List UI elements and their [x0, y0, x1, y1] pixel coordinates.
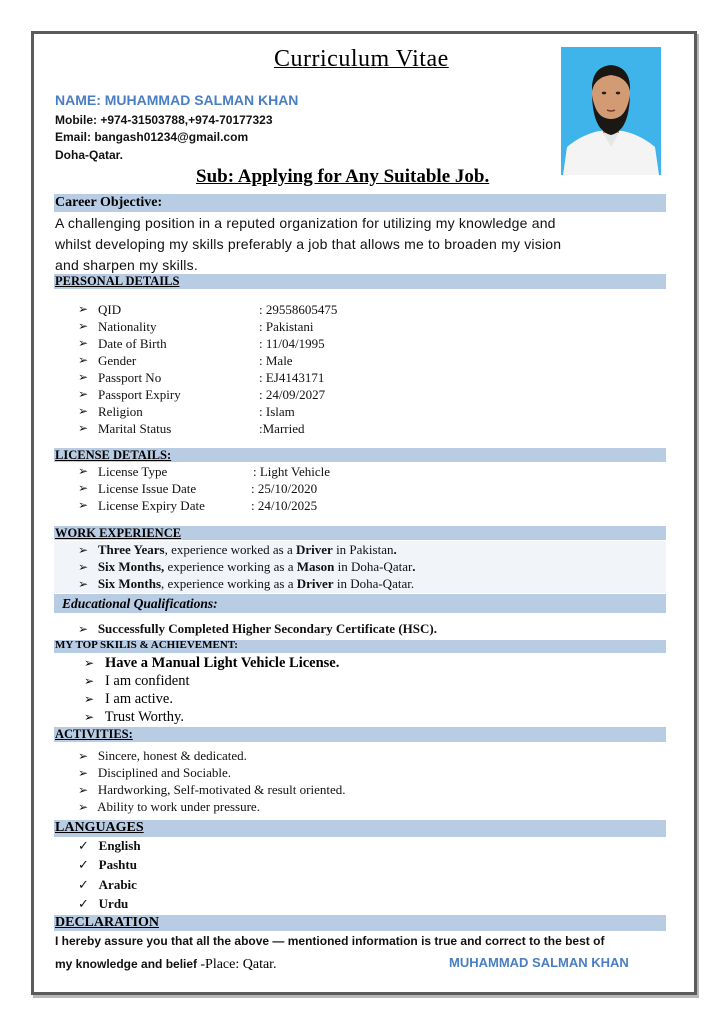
arrow-bullet-icon: ➢: [84, 656, 95, 670]
personal-label: Passport Expiry: [98, 387, 181, 402]
declaration-heading: DECLARATION: [55, 915, 159, 930]
declaration-place: -Place: Qatar.: [200, 957, 277, 972]
cv-page: [31, 31, 697, 995]
work-item: [78, 542, 397, 558]
skills-item: [84, 655, 339, 672]
language-item: [78, 877, 137, 893]
education-heading: Educational Qualifications:: [62, 596, 218, 611]
profile-photo-image: [561, 47, 661, 175]
language-text: English: [98, 838, 141, 853]
checkmark-icon: ✓: [78, 877, 89, 892]
personal-label: Gender: [98, 353, 137, 368]
career-line: and sharpen my skills.: [55, 257, 198, 273]
arrow-bullet-icon: ➢: [78, 498, 89, 512]
education-item: [78, 621, 437, 637]
work-place: in Doha-Qatar.: [333, 576, 415, 591]
license-label: License Type: [98, 464, 168, 479]
work-duration: Three Years: [97, 542, 165, 557]
license-value: : 24/10/2025: [251, 498, 318, 513]
arrow-bullet-icon: ➢: [78, 543, 89, 557]
declaration-line2: [55, 955, 277, 973]
personal-row: [34, 370, 634, 387]
arrow-bullet-icon: ➢: [78, 387, 89, 401]
personal-heading: PERSONAL DETAILS: [55, 274, 180, 288]
activities-heading: ACTIVITIES:: [55, 727, 133, 741]
arrow-bullet-icon: ➢: [78, 370, 89, 384]
checkmark-icon: ✓: [78, 838, 89, 853]
language-text: Pashtu: [98, 857, 137, 872]
language-text: Arabic: [98, 877, 137, 892]
work-heading: WORK EXPERIENCE: [55, 526, 182, 540]
personal-label: Nationality: [98, 319, 157, 334]
mobile-numbers: Mobile: +974-31503788,+974-70177323: [55, 113, 273, 127]
skills-item: [84, 691, 173, 708]
arrow-bullet-icon: ➢: [78, 319, 89, 333]
languages-heading: LANGUAGES: [55, 820, 144, 835]
personal-label: Passport No: [98, 370, 162, 385]
personal-row: [34, 404, 634, 421]
language-item: [78, 896, 128, 912]
candidate-name: NAME: MUHAMMAD SALMAN KHAN: [55, 92, 299, 108]
personal-label: Date of Birth: [98, 336, 167, 351]
skills-text: Have a Manual Light Vehicle License.: [104, 655, 340, 671]
document-title: Curriculum Vitae: [274, 46, 449, 72]
arrow-bullet-icon: ➢: [78, 560, 89, 574]
arrow-bullet-icon: ➢: [78, 336, 89, 350]
license-row: [34, 498, 634, 515]
career-line: A challenging position in a reputed organization for utilizing my knowledge and: [55, 215, 556, 231]
career-line: whilst developing my skills preferably a job that allows me to broaden my vision: [55, 236, 562, 252]
personal-row: [34, 387, 634, 404]
arrow-bullet-icon: ➢: [78, 749, 89, 763]
license-heading: LICENSE DETAILS:: [55, 448, 172, 462]
personal-value: : Pakistani: [259, 319, 314, 334]
location: Doha-Qatar.: [55, 148, 124, 162]
personal-row: [34, 302, 634, 319]
work-place: in Pakistan: [332, 542, 394, 557]
activity-item: [78, 782, 345, 798]
work-role: Driver: [296, 576, 334, 591]
declaration-text: my knowledge and belief: [55, 957, 201, 971]
arrow-bullet-icon: ➢: [78, 464, 89, 478]
arrow-bullet-icon: ➢: [78, 800, 89, 814]
personal-value: : 11/04/1995: [259, 336, 325, 351]
work-end: .: [412, 559, 416, 574]
skills-heading: MY TOP SKILIS & ACHIEVEMENT:: [55, 639, 238, 651]
license-value: : 25/10/2020: [251, 481, 318, 496]
personal-value: : 29558605475: [259, 302, 338, 317]
subject-line: Sub: Applying for Any Suitable Job.: [196, 166, 490, 187]
checkmark-icon: ✓: [78, 896, 89, 911]
license-label: License Expiry Date: [98, 498, 205, 513]
signature-name: MUHAMMAD SALMAN KHAN: [449, 955, 629, 970]
arrow-bullet-icon: ➢: [84, 674, 95, 688]
arrow-bullet-icon: ➢: [78, 481, 89, 495]
activity-text: Sincere, honest & dedicated.: [97, 748, 247, 763]
arrow-bullet-icon: ➢: [84, 710, 95, 724]
work-text: , experience worked as a: [164, 542, 296, 557]
skills-item: [84, 709, 184, 726]
work-text: , experience working as a: [161, 576, 297, 591]
arrow-bullet-icon: ➢: [78, 577, 89, 591]
activity-item: [78, 748, 247, 764]
work-item: [78, 576, 414, 592]
arrow-bullet-icon: ➢: [78, 766, 89, 780]
arrow-bullet-icon: ➢: [78, 622, 89, 636]
activity-item: [78, 799, 260, 815]
personal-value: : 24/09/2027: [259, 387, 326, 402]
work-role: Driver: [296, 542, 333, 557]
activity-text: Disciplined and Sociable.: [97, 765, 232, 780]
profile-photo: [561, 47, 661, 175]
career-heading: Career Objective:: [55, 195, 163, 210]
license-row: [34, 464, 634, 481]
work-place: in Doha-Qatar: [334, 559, 413, 574]
personal-row: [34, 336, 634, 353]
skills-item: [84, 673, 190, 690]
checkmark-icon: ✓: [78, 857, 89, 872]
work-text: experience working as a: [164, 559, 297, 574]
personal-value: : Islam: [259, 404, 295, 419]
personal-label: QID: [98, 302, 122, 317]
work-role: Mason: [296, 559, 335, 574]
skills-text: I am active.: [104, 691, 173, 707]
work-duration: Six Months: [97, 576, 162, 591]
personal-row: [34, 319, 634, 336]
personal-label: Religion: [98, 404, 143, 419]
work-item: [78, 559, 416, 575]
work-duration: Six Months,: [97, 559, 165, 574]
language-text: Urdu: [98, 896, 129, 911]
personal-value: : Male: [259, 353, 293, 368]
arrow-bullet-icon: ➢: [78, 783, 89, 797]
arrow-bullet-icon: ➢: [78, 421, 89, 435]
languages-heading-band: [54, 820, 666, 837]
declaration-line: I hereby assure you that all the above — mentioned information is true and correct to the best of: [55, 934, 605, 948]
personal-label: Marital Status: [98, 421, 172, 436]
education-text: Successfully Completed Higher Secondary Certificate (HSC).: [97, 621, 437, 636]
personal-value: :Married: [259, 421, 305, 436]
language-item: [78, 838, 141, 854]
license-row: [34, 481, 634, 498]
license-label: License Issue Date: [98, 481, 197, 496]
language-item: [78, 857, 137, 873]
arrow-bullet-icon: ➢: [78, 302, 89, 316]
skills-text: I am confident: [104, 673, 190, 689]
arrow-bullet-icon: ➢: [78, 353, 89, 367]
activity-text: Ability to work under pressure.: [97, 799, 260, 814]
work-end: .: [393, 542, 397, 557]
arrow-bullet-icon: ➢: [78, 404, 89, 418]
personal-value: : EJ4143171: [259, 370, 325, 385]
activities-heading-band: [54, 727, 666, 742]
activity-text: Hardworking, Self-motivated & result oriented.: [97, 782, 346, 797]
personal-row: [34, 421, 634, 438]
license-value: : Light Vehicle: [253, 464, 331, 479]
arrow-bullet-icon: ➢: [84, 692, 95, 706]
personal-row: [34, 353, 634, 370]
email-address: Email: bangash01234@gmail.com: [55, 130, 249, 144]
activity-item: [78, 765, 231, 781]
skills-text: Trust Worthy.: [104, 709, 184, 725]
